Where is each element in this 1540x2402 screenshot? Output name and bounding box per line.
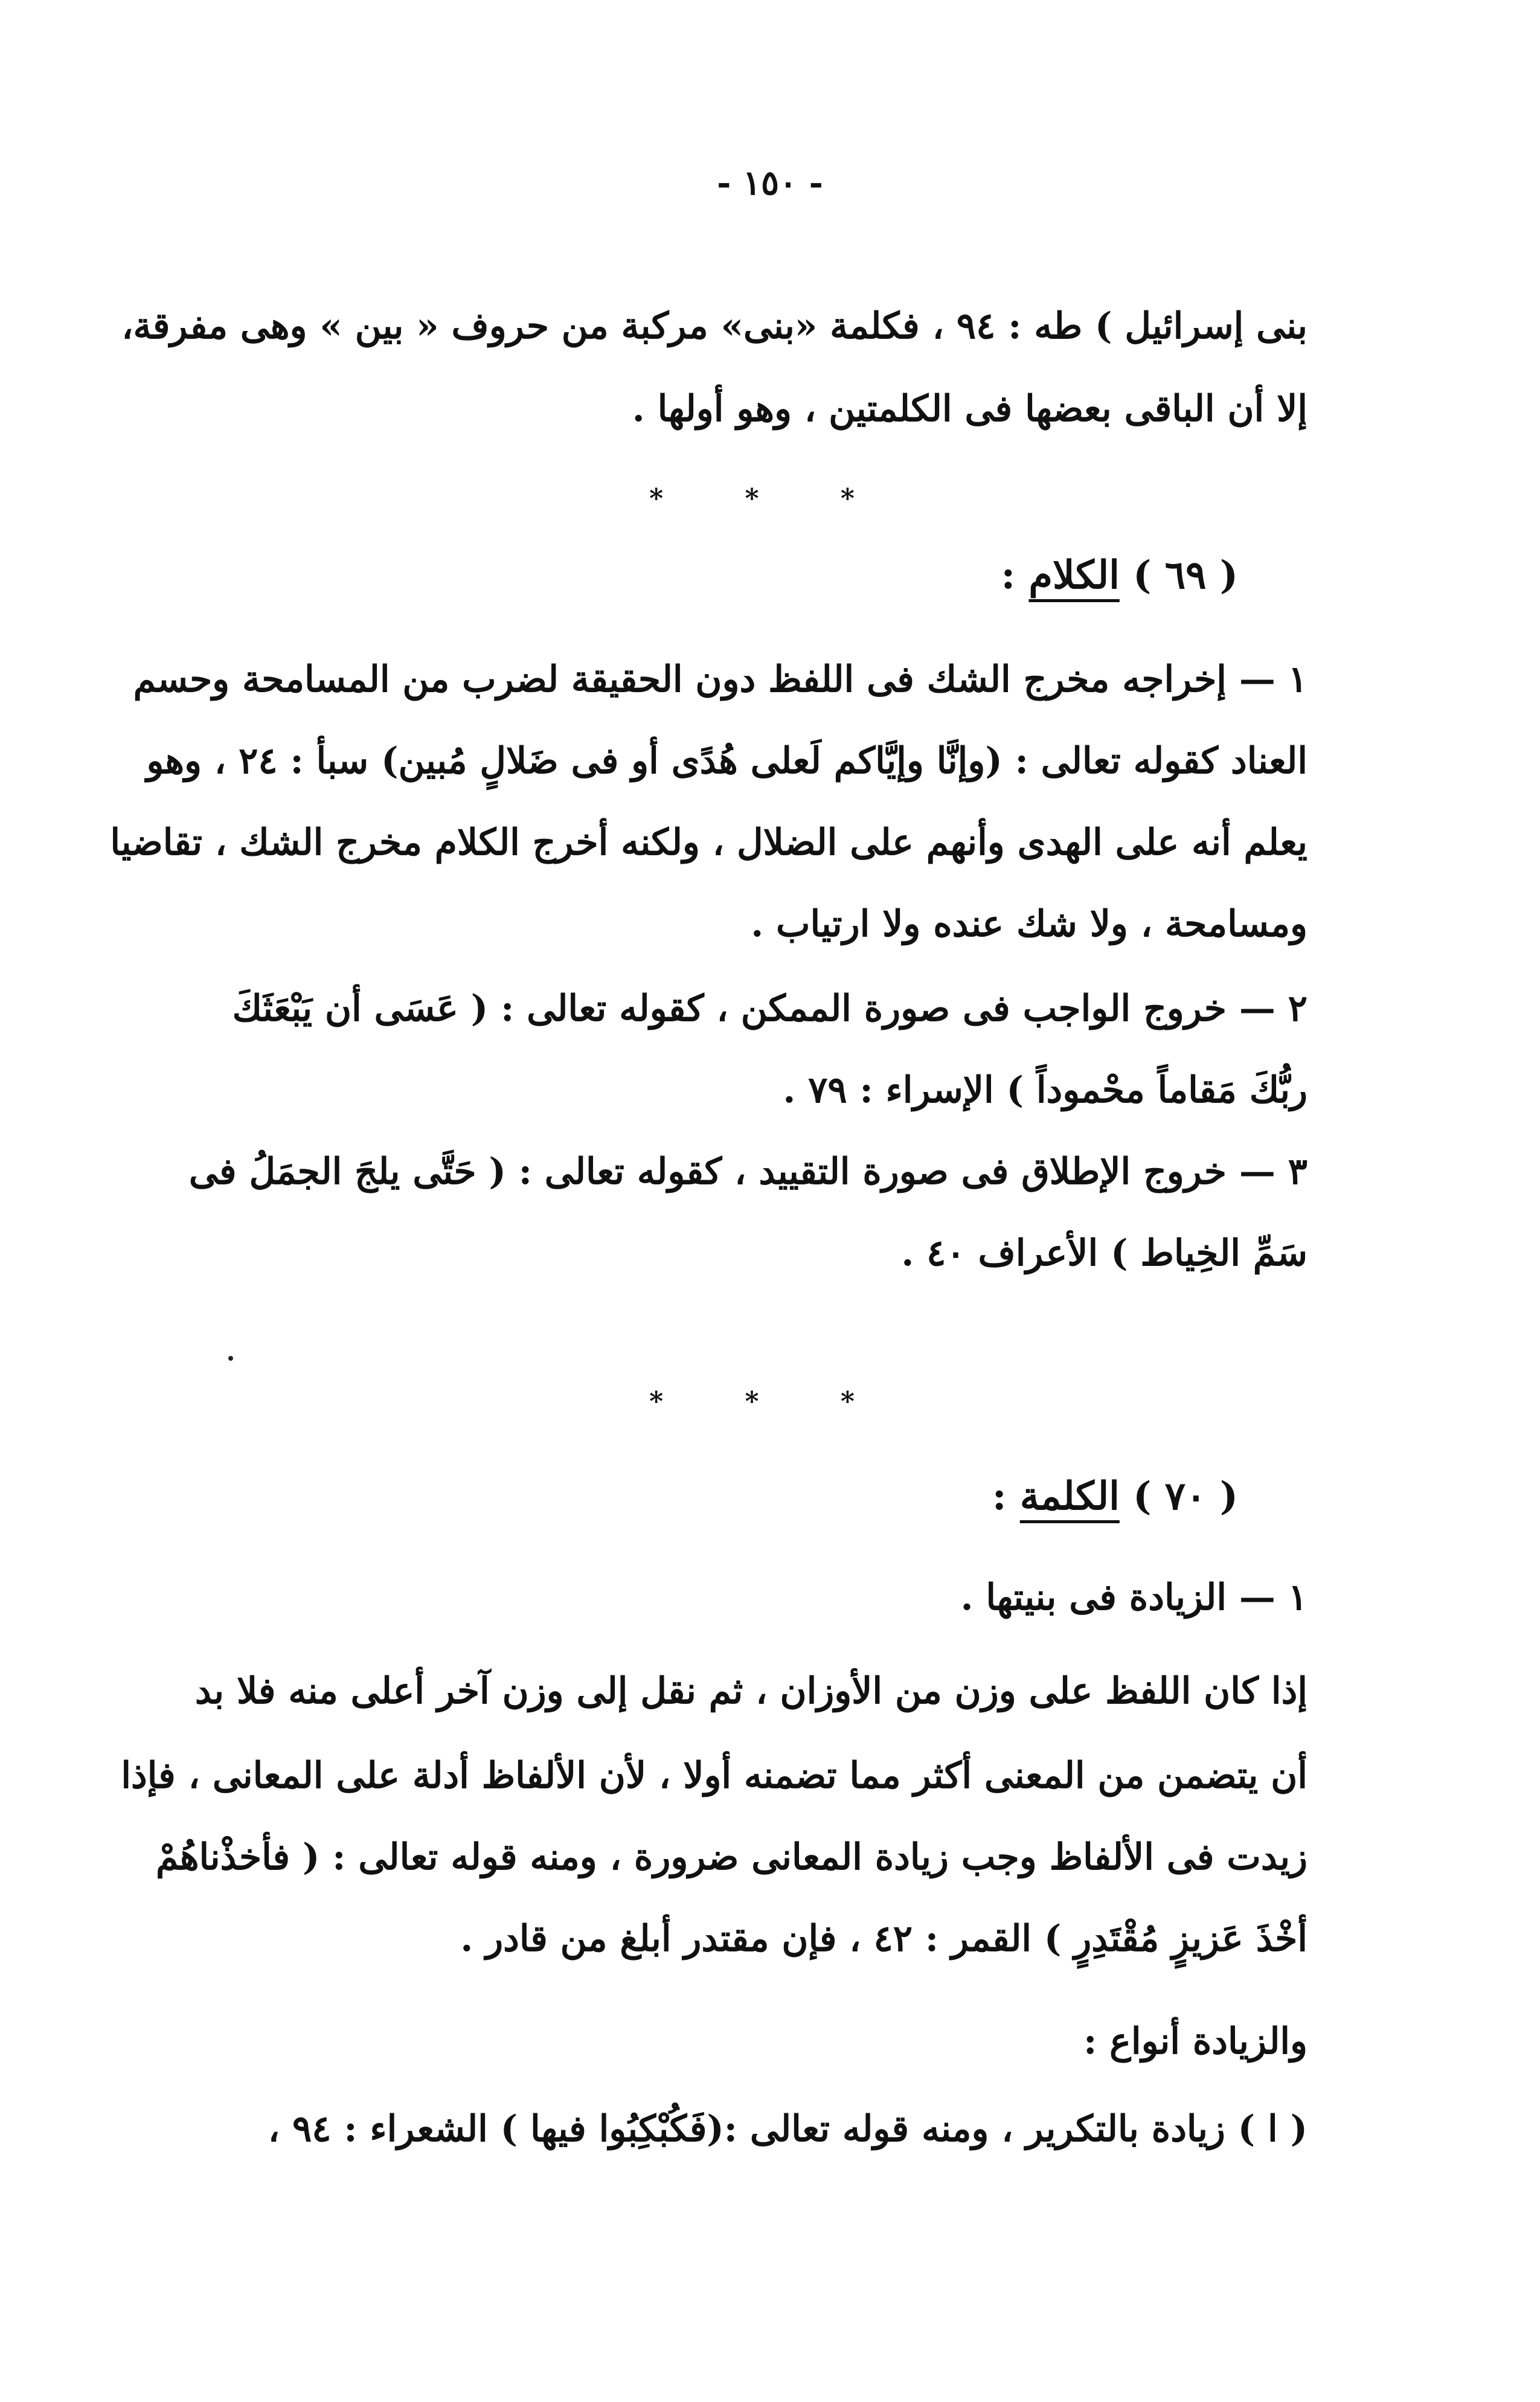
section-69-number: ( ٦٩ ) [1133, 553, 1238, 598]
section-69-title: الكلام [1028, 553, 1120, 598]
section-69-heading [1001, 553, 1239, 598]
section-separator-1: * * * [649, 483, 891, 514]
section-69-line-4: ومسامحة ، ولا شك عنده ولا ارتياب . [751, 903, 1307, 945]
page-number: - ١٥٠ - [717, 163, 823, 203]
section-69-line-8: سَمِّ الخِياط ) الأعراف ٤٠ . [901, 1232, 1307, 1274]
section-70-line-3: أن يتضمن من المعنى أكثر مما تضمنه أولا ، لأن الألفاظ أدلة على المعانى ، فإذا [121, 1755, 1307, 1797]
scan-speck [228, 1356, 233, 1361]
section-separator-2: * * * [649, 1386, 891, 1417]
section-70-line-4: زيدت فى الألفاظ وجب زيادة المعانى ضرورة ، ومنه قوله تعالى : ( فأخذْناهُمْ [155, 1836, 1307, 1878]
section-69-line-6: ربُّكَ مَقاماً محْموداً ) الإسراء : ٧٩ . [783, 1069, 1307, 1111]
section-70-colon: : [992, 1474, 1007, 1519]
section-69-line-1: ١ — إخراجه مخرج الشك فى اللفظ دون الحقيقة لضرب من المسامحة وحسم [133, 658, 1307, 701]
intro-line-1: بنى إسرائيل ) طه : ٩٤ ، فكلمة «بنى» مركبة من حروف « بين » وهى مفرقة، [121, 305, 1307, 347]
section-70-title: الكلمة [1019, 1474, 1120, 1519]
section-70-line-5: أخْذَ عَزيزٍ مُقْتَدِرٍ ) القمر : ٤٢ ، فإن مقتدر أبلغ من قادر . [460, 1918, 1307, 1960]
section-69-colon: : [1001, 553, 1016, 598]
section-70-heading [992, 1474, 1238, 1519]
section-69-line-2: العناد كقوله تعالى : (وإنَّا وإيَّاكم لَعلى هُدًى أو فى ضَلالٍ مُبين) سبأ : ٢٤ ، وهو [146, 740, 1307, 782]
section-70-line-6: والزيادة أنواع : [1083, 2020, 1307, 2063]
section-69-line-7: ٣ — خروج الإطلاق فى صورة التقييد ، كقوله تعالى : ( حَتَّى يلجَ الجمَلُ فى [188, 1151, 1307, 1193]
section-70-line-1: ١ — الزيادة فى بنيتها . [960, 1576, 1307, 1619]
intro-line-2: إلا أن الباقى بعضها فى الكلمتين ، وهو أولها . [632, 388, 1307, 430]
section-70-number: ( ٧٠ ) [1133, 1474, 1238, 1519]
section-70-line-2: إذا كان اللفظ على وزن من الأوزان ، ثم نقل إلى وزن آخر أعلى منه فلا بد [194, 1670, 1307, 1712]
section-69-line-3: يعلم أنه على الهدى وأنهم على الضلال ، ولكنه أخرج الكلام مخرج الشك ، تقاضيا [110, 821, 1307, 864]
section-70-line-7: ( ا ) زيادة بالتكرير ، ومنه قوله تعالى :(فَكُبْكِبُوا فيها ) الشعراء : ٩٤ ، [268, 2108, 1307, 2150]
section-69-line-5: ٢ — خروج الواجب فى صورة الممكن ، كقوله تعالى : ( عَسَى أن يَبْعَثَكَ [232, 987, 1307, 1030]
